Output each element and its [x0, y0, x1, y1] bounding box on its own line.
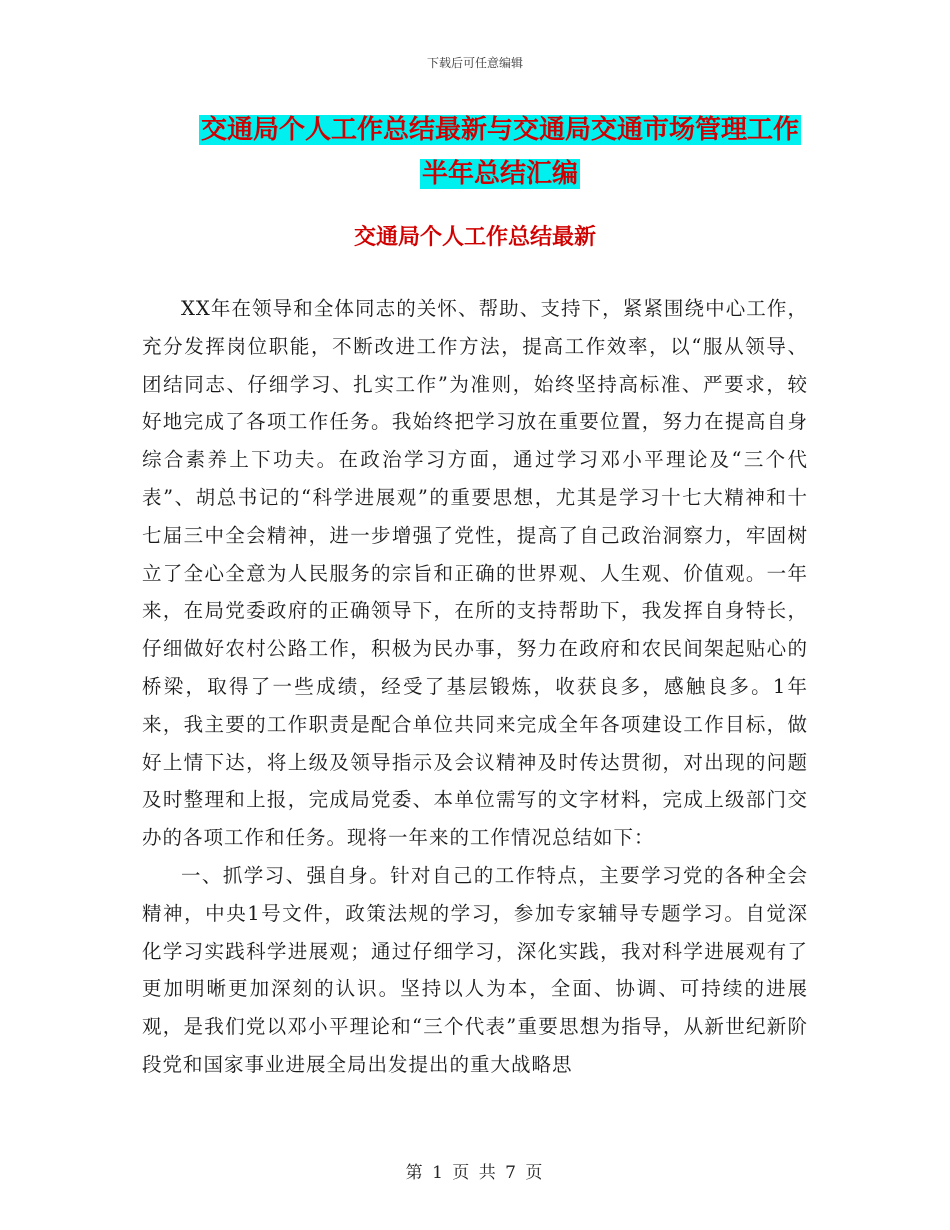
paragraph-2: 一、抓学习、强自身。针对自己的工作特点，主要学习党的各种全会精神，中央1号文件，政策法规的学习，参加专家辅导专题学习。自觉深化学习实践科学进展观；通过仔细学习，深化实践，我对科学进展观有了更加明晰更加深刻的认识。坚持以人为本，全面、协调、可持续的进展观，是我们党以邓小平理论和“三个代表”重要思想为指导，从新世纪新阶段党和国家事业进展全局出发提出的重大战略思 — [142, 863, 808, 1076]
document-title — [140, 108, 860, 196]
page-footer: 第 1 页 共 7 页 — [405, 1163, 545, 1183]
document-title-line2: 半年总结汇编 — [421, 159, 578, 189]
section-title: 交通局个人工作总结最新 — [353, 225, 596, 250]
paragraph-1: XX年在领导和全体同志的关怀、帮助、支持下，紧紧围绕中心工作，充分发挥岗位职能，不断改进工作方法，提高工作效率，以“服从领导、团结同志、仔细学习、扎实工作”为准则，始终坚持高标准、严要求，较好地完成了各项工作任务。我始终把学习放在重要位置，努力在提高自身综合素养上下功夫。在政治学习方面，通过学习邓小平理论及“三个代表”、胡总书记的“科学进展观”的重要思想，尤其是学习十七大精神和十七届三中全会精神，进一步增强了党性，提高了自己政治洞察力，牢固树立了全心全意为人民服务的宗旨和正确的世界观、人生观、价值观。一年来，在局党委政府的正确领导下，在所的支持帮助下，我发挥自身特长，仔细做好农村公路工作，积极为民办事，努力在政府和农民间架起贴心的桥梁，取得了一些成绩，经受了基层锻炼，收获良多，感触良多。1年来，我主要的工作职责是配合单位共同来完成全年各项建设工作目标，做好上情下达，将上级及领导指示及会议精神及时传达贯彻，对出现的问题及时整理和上报，完成局党委、本单位需写的文字材料，完成上级部门交办的各项工作和任务。现将一年来的工作情况总结如下： — [142, 297, 808, 850]
document-title-line1: 交通局个人工作总结最新与交通局交通市场管理工作 — [200, 115, 799, 145]
document-body — [142, 290, 808, 1084]
header-note: 下载后可任意编辑 — [426, 56, 523, 70]
